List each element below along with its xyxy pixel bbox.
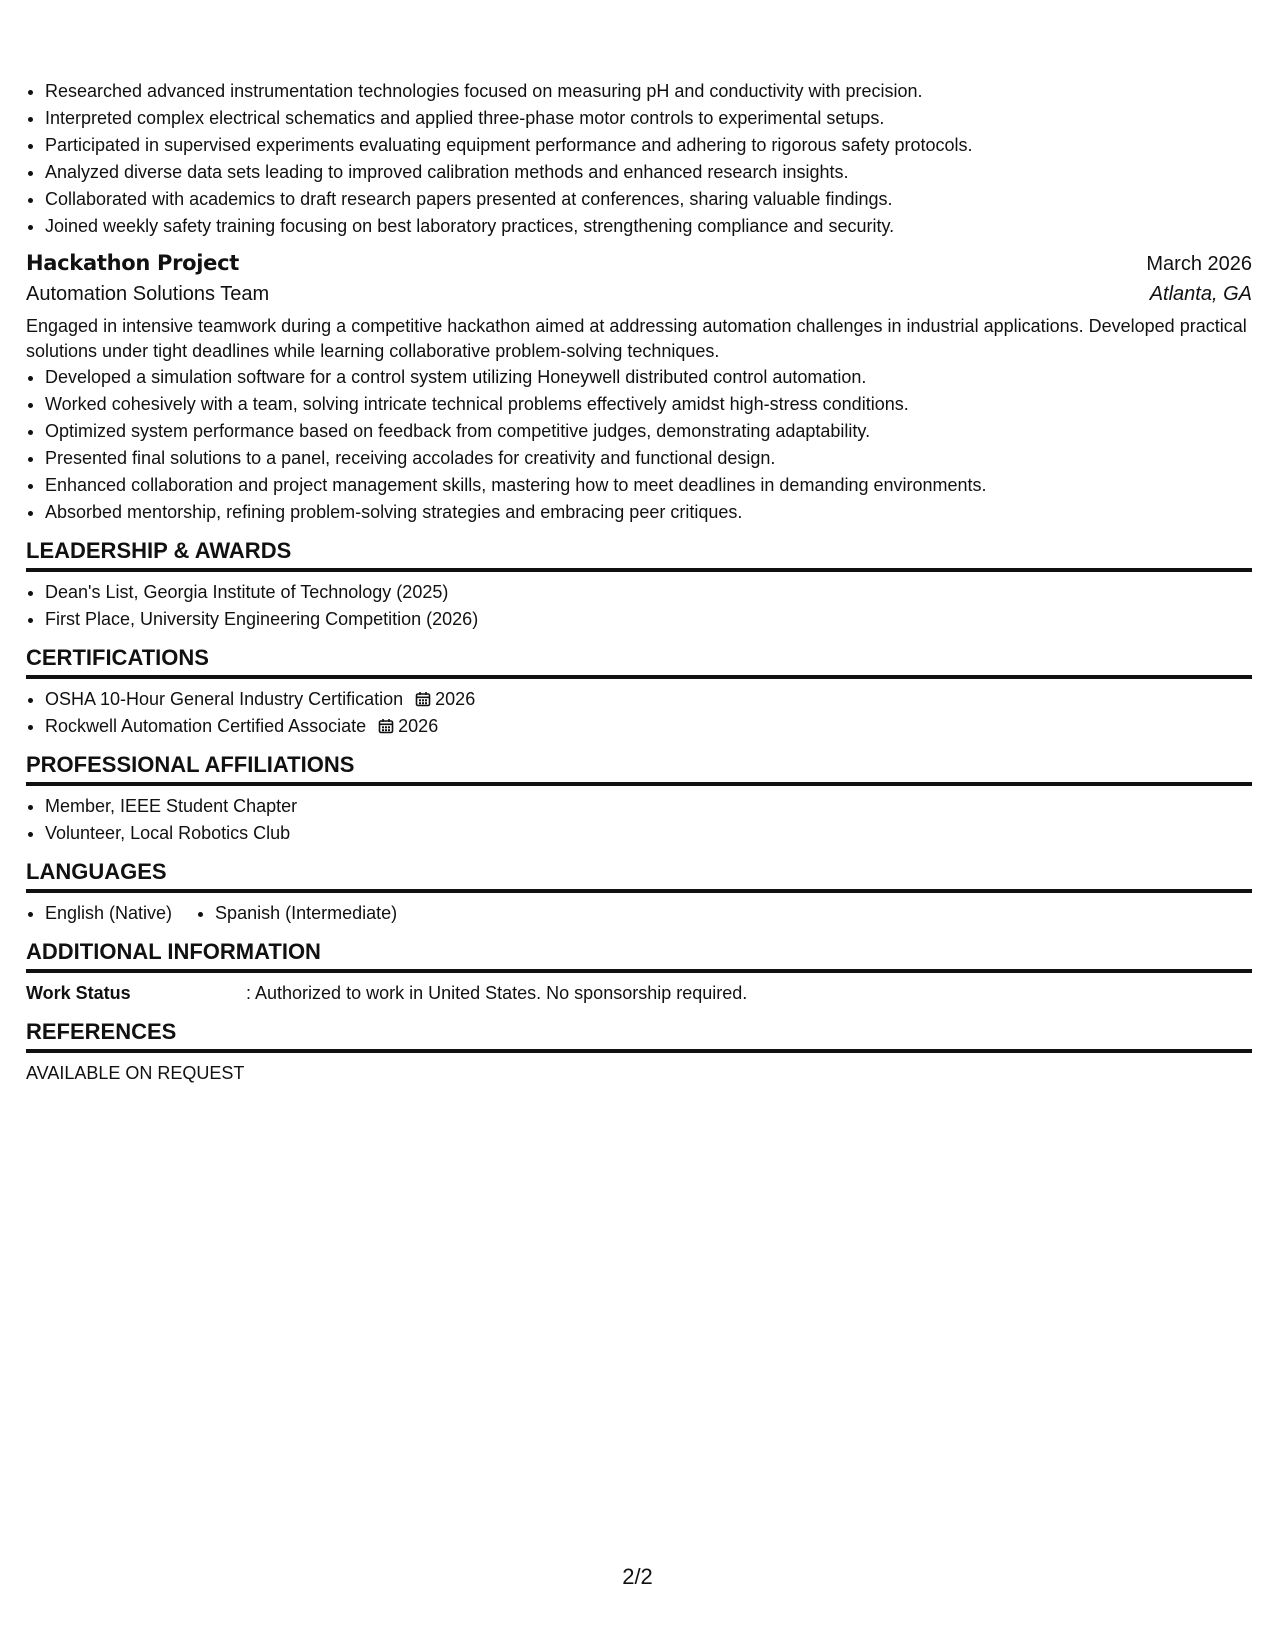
- section-heading: REFERENCES: [26, 1018, 1252, 1053]
- list-item: Participated in supervised experiments evaluating equipment performance and adhering to rigorous safety protocols.: [26, 132, 1252, 159]
- languages-list: [26, 900, 1252, 927]
- list-item: Worked cohesively with a team, solving intricate technical problems effectively amidst high-stress conditions.: [26, 391, 1252, 418]
- work-status-row: [26, 980, 1252, 1007]
- list-item: [26, 686, 1252, 713]
- list-item: Developed a simulation software for a control system utilizing Honeywell distributed control automation.: [26, 364, 1252, 391]
- languages-section: [26, 858, 1252, 927]
- references-section: [26, 1018, 1252, 1087]
- leadership-section: [26, 537, 1252, 633]
- list-item: First Place, University Engineering Competition (2026): [26, 606, 1252, 633]
- entry-description: Engaged in intensive teamwork during a competitive hackathon aimed at addressing automation challenges in industrial applications. Developed practical solutions under tight deadlines while learning collaborative problem-solving techniques.: [26, 316, 1247, 361]
- entry-subheader: [26, 283, 1252, 306]
- list-item: Interpreted complex electrical schematics and applied three-phase motor controls to experimental setups.: [26, 105, 1252, 132]
- section-heading: LANGUAGES: [26, 858, 1252, 893]
- certifications-list: [26, 686, 1252, 740]
- leadership-list: [26, 579, 1252, 633]
- certification-name: OSHA 10-Hour General Industry Certification: [45, 689, 404, 709]
- calendar-icon: [415, 688, 431, 704]
- entry-date: March 2026: [1146, 253, 1252, 275]
- certification-name: Rockwell Automation Certified Associate: [45, 716, 367, 736]
- list-item: Dean's List, Georgia Institute of Technology (2025): [26, 579, 1252, 606]
- list-item: Volunteer, Local Robotics Club: [26, 820, 1252, 847]
- section-heading: ADDITIONAL INFORMATION: [26, 938, 1252, 973]
- entry-team: Automation Solutions Team: [26, 283, 270, 305]
- work-status-label: Work Status: [26, 983, 131, 1003]
- certifications-section: [26, 644, 1252, 740]
- section-heading: LEADERSHIP & AWARDS: [26, 537, 1252, 572]
- list-item: Enhanced collaboration and project management skills, mastering how to meet deadlines in demanding environments.: [26, 472, 1252, 499]
- resume-page: [26, 78, 1252, 1087]
- hackathon-bullets: [26, 364, 1252, 526]
- entry-title: Hackathon Project: [26, 251, 240, 275]
- list-item: [26, 713, 1252, 740]
- hackathon-entry: [26, 251, 1252, 526]
- references-text: AVAILABLE ON REQUEST: [26, 1063, 245, 1083]
- work-status-value: : Authorized to work in United States. No sponsorship required.: [246, 983, 748, 1003]
- list-item: Joined weekly safety training focusing on best laboratory practices, strengthening compliance and security.: [26, 213, 1252, 240]
- list-item: Presented final solutions to a panel, receiving accolades for creativity and functional design.: [26, 445, 1252, 472]
- section-heading: PROFESSIONAL AFFILIATIONS: [26, 751, 1252, 786]
- experience-bullets: [26, 78, 1252, 240]
- page-number: 2/2: [622, 1564, 653, 1589]
- affiliations-section: [26, 751, 1252, 847]
- affiliations-list: [26, 793, 1252, 847]
- calendar-icon: [378, 715, 394, 731]
- entry-location: Atlanta, GA: [1149, 283, 1252, 305]
- list-item: Optimized system performance based on feedback from competitive judges, demonstrating adaptability.: [26, 418, 1252, 445]
- section-heading: CERTIFICATIONS: [26, 644, 1252, 679]
- list-item: English (Native): [26, 900, 172, 927]
- certification-year: 2026: [398, 716, 439, 736]
- list-item: Spanish (Intermediate): [196, 900, 397, 927]
- entry-header: [26, 251, 1252, 276]
- certification-year: 2026: [435, 689, 476, 709]
- list-item: Researched advanced instrumentation technologies focused on measuring pH and conductivity with precision.: [26, 78, 1252, 105]
- list-item: Absorbed mentorship, refining problem-solving strategies and embracing peer critiques.: [26, 499, 1252, 526]
- list-item: Analyzed diverse data sets leading to improved calibration methods and enhanced research insights.: [26, 159, 1252, 186]
- list-item: Member, IEEE Student Chapter: [26, 793, 1252, 820]
- list-item: Collaborated with academics to draft research papers presented at conferences, sharing valuable findings.: [26, 186, 1252, 213]
- additional-info-section: [26, 938, 1252, 1007]
